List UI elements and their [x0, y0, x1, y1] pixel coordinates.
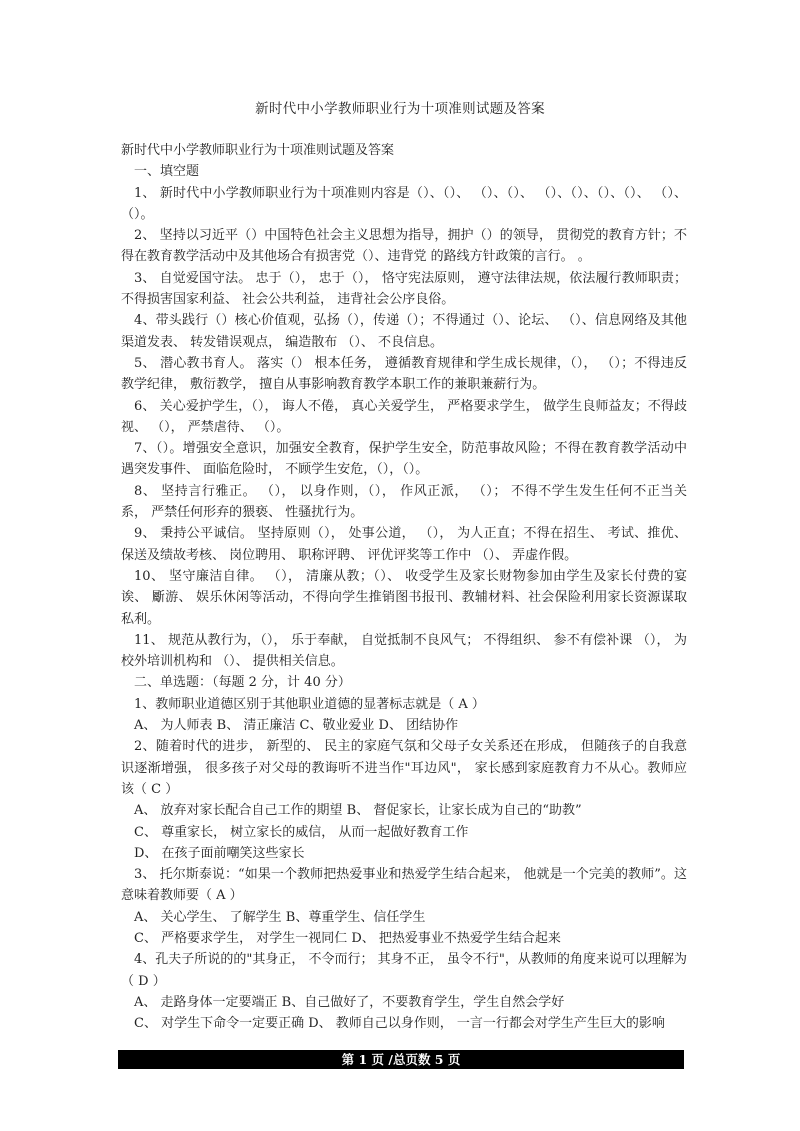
- paragraph: 10、 坚守廉洁自律。 （）， 清廉从教；（）、 收受学生及家长财物参加由学生及家长付费的宴诶、 斸游、 娱乐休闲等活动，不得向学生推销图书报刊、教辅材料、社会保险利用家长资源谋取私利。: [121, 568, 687, 627]
- paragraph: A、 走路身体一定要端正 B、自己做好了，不要教育学生，学生自然会学好: [134, 994, 565, 1010]
- paragraph: C、 对学生下命令一定要正确 D、 教师自己以身作则， 一言一行都会对学生产生巨大的影响: [134, 1016, 665, 1032]
- paragraph: A、 放弃对家长配合自己工作的期望 B、 督促家长，让家长成为自己的“助教”: [134, 803, 582, 819]
- paragraph: 二、单选题：（每题 2 分，计 40 分）: [134, 675, 351, 691]
- paragraph: A、 为人师表 B、 清正廉洁 C、敬业爱业 D、 团结协作: [134, 718, 459, 734]
- paragraph: 一、填空题: [134, 164, 200, 180]
- paragraph: 7、（）。增强安全意识，加强安全教育，保护学生安全，防范事故风险；不得在教育教学活动中遇突发事件、 面临危险时， 不顾学生安危，（），（）。: [121, 441, 687, 478]
- paragraph: 2、 坚持以习近平（）中国特色社会主义思想为指导，拥护（）的领导， 贯彻党的教育方针；不得在教育教学活动中及其他场合有损害党（）、违背党 的路线方针政策的言行。 。: [121, 228, 687, 265]
- paragraph: 3、 自觉爱国守法。 忠于（）， 忠于（）， 恪守宪法原则， 遵守法律法规，依法履行教师职责； 不得损害国家利益、 社会公共利益， 违背社会公序良俗。: [121, 270, 687, 308]
- paragraph: D、 在孩子面前嘲笑这些家长: [134, 845, 305, 861]
- paragraph: 11、 规范从教行为，（）， 乐于奉献， 自觉抵制不良风气； 不得组织、 参不有偿补课 （）， 为校外培训机构和 （）、 提供相关信息。: [121, 632, 687, 670]
- paragraph: 9、 秉持公平诚信。 坚持原则（）， 处事公道， （）， 为人正直；不得在招生、 考试、推优、 保送及绩故考核、 岗位聘用、 职称评聘、 评优评奖等工作中 （）、 弄虚作假。: [121, 526, 687, 563]
- paragraph: 5、 潜心教书育人。 落实（） 根本任务， 遵循教育规律和学生成长规律，（）， （）；不得违反教学纪律， 敷衍教学， 擅自从事影响教育教学本职工作的兼职兼薪行为。: [121, 355, 687, 393]
- paragraph: 8、 坚持言行雅正。 （）， 以身作则，（）， 作风正派， （）； 不得不学生发生任何不正当关系， 严禁任何形弃的猥亵、 性骚扰行为。: [121, 483, 687, 521]
- page-footer: 第 1 页 /总页数 5 页: [118, 1050, 684, 1069]
- paragraph: 4、孔夫子所说的的"其身正， 不令而行； 其身不正， 虽令不行"，从教师的角度来说可以理解为（ D ）: [121, 952, 687, 989]
- page-title: 新时代中小学教师职业行为十项准则试题及答案: [255, 101, 545, 117]
- paragraph: 4、带头践行（）核心价值观，弘扬（），传递（）；不得通过（）、论坛、 （）、信息网络及其他渠道发表、 转发错误观点， 编造散布 （）、 不良信息。: [121, 313, 687, 350]
- paragraph: 2、随着时代的进步， 新型的、 民主的家庭气氛和父母子女关系还在形成， 但随孩子的自我意识逐渐增强， 很多孩子对父母的教诲听不进当作"耳边风"， 家长感到家庭教育力不从心。教师应该（ C ）: [121, 739, 687, 797]
- paragraph: 6、 关心爱护学生，（）， 诲人不倦， 真心关爱学生， 严格要求学生， 做学生良师益友；不得歧视、 （）， 严禁虐待、 （）。: [121, 398, 687, 435]
- paragraph: 1、 新时代中小学教师职业行为十项准则内容是（）、（）、 （）、（）、 （）、（）、（）、（）、 （）、（）。: [121, 185, 687, 222]
- document-heading: 新时代中小学教师职业行为十项准则试题及答案: [121, 143, 395, 158]
- paragraph: C、 严格要求学生， 对学生一视同仁 D、 把热爱事业不热爱学生结合起来: [134, 930, 561, 946]
- paragraph: 3、 托尔斯泰说：“如果一个教师把热爱事业和热爱学生结合起来， 他就是一个完美的教师”。这意味着教师要（ A ）: [121, 867, 687, 904]
- document-body: [121, 140, 687, 1034]
- paragraph: C、 尊重家长， 树立家长的威信， 从而一起做好教育工作: [134, 824, 469, 840]
- paragraph: A、 关心学生、 了解学生 B、尊重学生、信任学生: [134, 909, 426, 925]
- paragraph: 1、教师职业道德区别于其他职业道德的显著标志就是（ A ）: [134, 696, 485, 712]
